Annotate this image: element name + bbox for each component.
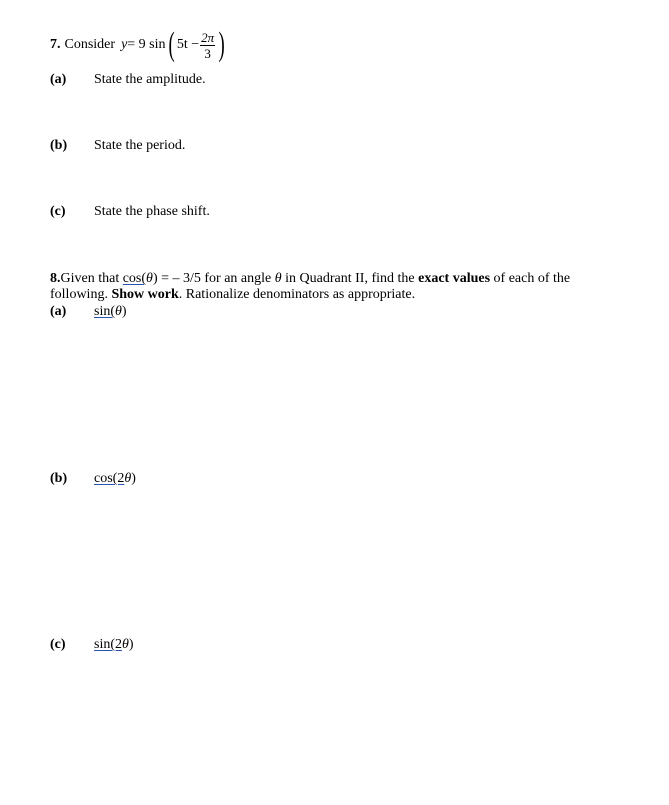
q8-line2-rest: . Rationalize denominators as appropriate. bbox=[178, 287, 416, 302]
q8-part-c-expr bbox=[94, 637, 134, 653]
q7-part-c-label: (c) bbox=[50, 204, 66, 219]
q8-show-work: Show work bbox=[111, 287, 179, 302]
q8-part-a-label: (a) bbox=[50, 304, 67, 319]
q8-theta-2: θ bbox=[274, 271, 282, 286]
q8-prompt-line2 bbox=[50, 287, 415, 303]
q7-number: 7. bbox=[50, 37, 61, 52]
q8-part-a-expr bbox=[94, 304, 127, 320]
q7-part-b bbox=[50, 138, 186, 154]
q8-given-that: Given that bbox=[60, 271, 123, 286]
q8-part-a bbox=[50, 304, 127, 320]
q8-part-b bbox=[50, 471, 136, 487]
q7-frac-den: 3 bbox=[204, 45, 211, 61]
q7-right-paren: ) bbox=[218, 26, 225, 63]
q7-eq-y: y bbox=[121, 37, 128, 52]
q8-part-c-close: ) bbox=[128, 637, 134, 652]
q7-left-paren: ( bbox=[168, 26, 175, 63]
q8-part-b-arg: θ bbox=[124, 471, 132, 486]
q8-part-b-close: ) bbox=[131, 471, 136, 486]
q7-part-a-label: (a) bbox=[50, 72, 67, 87]
q8-part-a-fn: sin( bbox=[94, 304, 115, 319]
q8-part-c-fn: sin(2 bbox=[94, 637, 122, 652]
q8-part-b-fn: cos(2 bbox=[94, 471, 125, 486]
q8-theta: θ bbox=[146, 271, 153, 286]
q7-part-b-label: (b) bbox=[50, 138, 68, 153]
q7-part-c bbox=[50, 204, 210, 220]
q8-part-c-arg: θ bbox=[122, 637, 129, 652]
q7-prompt bbox=[50, 26, 227, 63]
q8-part-c-label: (c) bbox=[50, 637, 66, 652]
q8-part-b-label: (b) bbox=[50, 471, 68, 486]
q8-part-b-expr bbox=[94, 471, 136, 487]
q7-part-a-text: State the amplitude. bbox=[94, 72, 206, 87]
q8-part-c bbox=[50, 637, 134, 653]
q7-frac-num: 2π bbox=[201, 29, 215, 45]
q7-part-a bbox=[50, 72, 206, 88]
q8-exact-values: exact values bbox=[418, 271, 491, 286]
q7-lead: Consider bbox=[64, 37, 116, 52]
q7-part-b-text: State the period. bbox=[94, 138, 186, 153]
q7-part-c-text: State the phase shift. bbox=[94, 204, 210, 219]
q7-eq-inner: 5t − bbox=[176, 37, 200, 52]
q7-eq-equals: = 9 sin bbox=[127, 37, 166, 52]
q8-quadrant-text: in Quadrant II, find the bbox=[281, 271, 419, 286]
q8-part-a-arg: θ bbox=[115, 304, 122, 319]
q7-fraction bbox=[200, 31, 215, 60]
q8-prompt-line1 bbox=[50, 271, 570, 287]
q8-given-value: = – 3/5 for an angle bbox=[157, 271, 275, 286]
q8-cos-close: ) bbox=[152, 271, 158, 286]
q8-number: 8. bbox=[50, 271, 61, 286]
q8-line2-start: following. bbox=[50, 287, 112, 302]
q8-cos-fn: cos( bbox=[122, 271, 147, 286]
q8-of-each: of each of the bbox=[490, 271, 571, 286]
q8-part-a-close: ) bbox=[121, 304, 127, 319]
